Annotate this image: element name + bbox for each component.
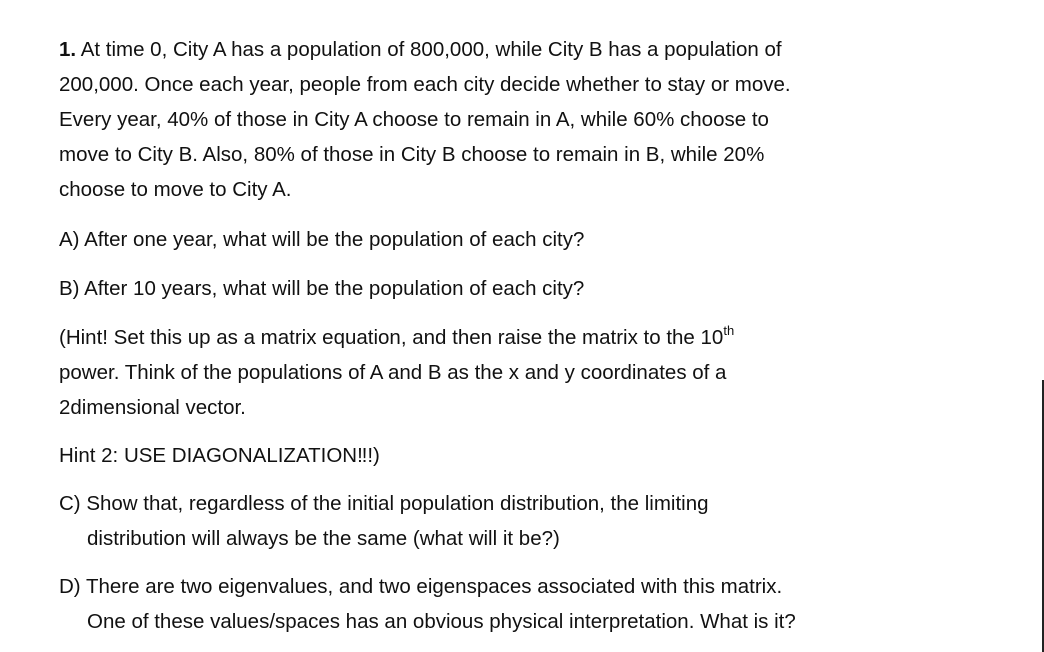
hint-2: Hint 2: USE DIAGONALIZATION‼!)	[59, 444, 380, 467]
part-c	[59, 486, 1019, 556]
part-d-line-1: D) There are two eigenvalues, and two eigenspaces associated with this matrix.	[59, 575, 783, 598]
statement-line-2: 200,000. Once each year, people from each city decide whether to stay or move.	[59, 73, 791, 96]
statement-line-1	[59, 32, 1019, 67]
part-c-line-1: C) Show that, regardless of the initial population distribution, the limiting	[59, 492, 709, 515]
hint-superscript: th	[723, 323, 735, 338]
part-a: A) After one year, what will be the population of each city?	[59, 228, 585, 251]
part-d-line-2: One of these values/spaces has an obvious physical interpretation. What is it?	[87, 610, 796, 633]
statement-line-4: move to City B. Also, 80% of those in City B choose to remain in B, while 20%	[59, 143, 765, 166]
problem-number: 1.	[59, 38, 77, 61]
hint-line-1-text: (Hint! Set this up as a matrix equation, and then raise the matrix to the 10	[59, 326, 724, 349]
statement-line-3: Every year, 40% of those in City A choose to remain in A, while 60% choose to	[59, 108, 769, 131]
statement-text-1: At time 0, City A has a population of 800,000, while City B has a population of	[80, 38, 782, 61]
hint-line-3: 2dimensional vector.	[59, 396, 246, 419]
problem-document	[59, 32, 1019, 639]
hint-line-1	[59, 320, 1019, 355]
hint-line-2: power. Think of the populations of A and B as the x and y coordinates of a	[59, 361, 727, 384]
part-c-line-2: distribution will always be the same (what will it be?)	[87, 527, 560, 550]
hint-block	[59, 320, 1019, 425]
part-d	[59, 569, 1019, 639]
part-b: B) After 10 years, what will be the population of each city?	[59, 277, 585, 300]
problem-statement	[59, 32, 1019, 207]
statement-line-5: choose to move to City A.	[59, 178, 292, 201]
